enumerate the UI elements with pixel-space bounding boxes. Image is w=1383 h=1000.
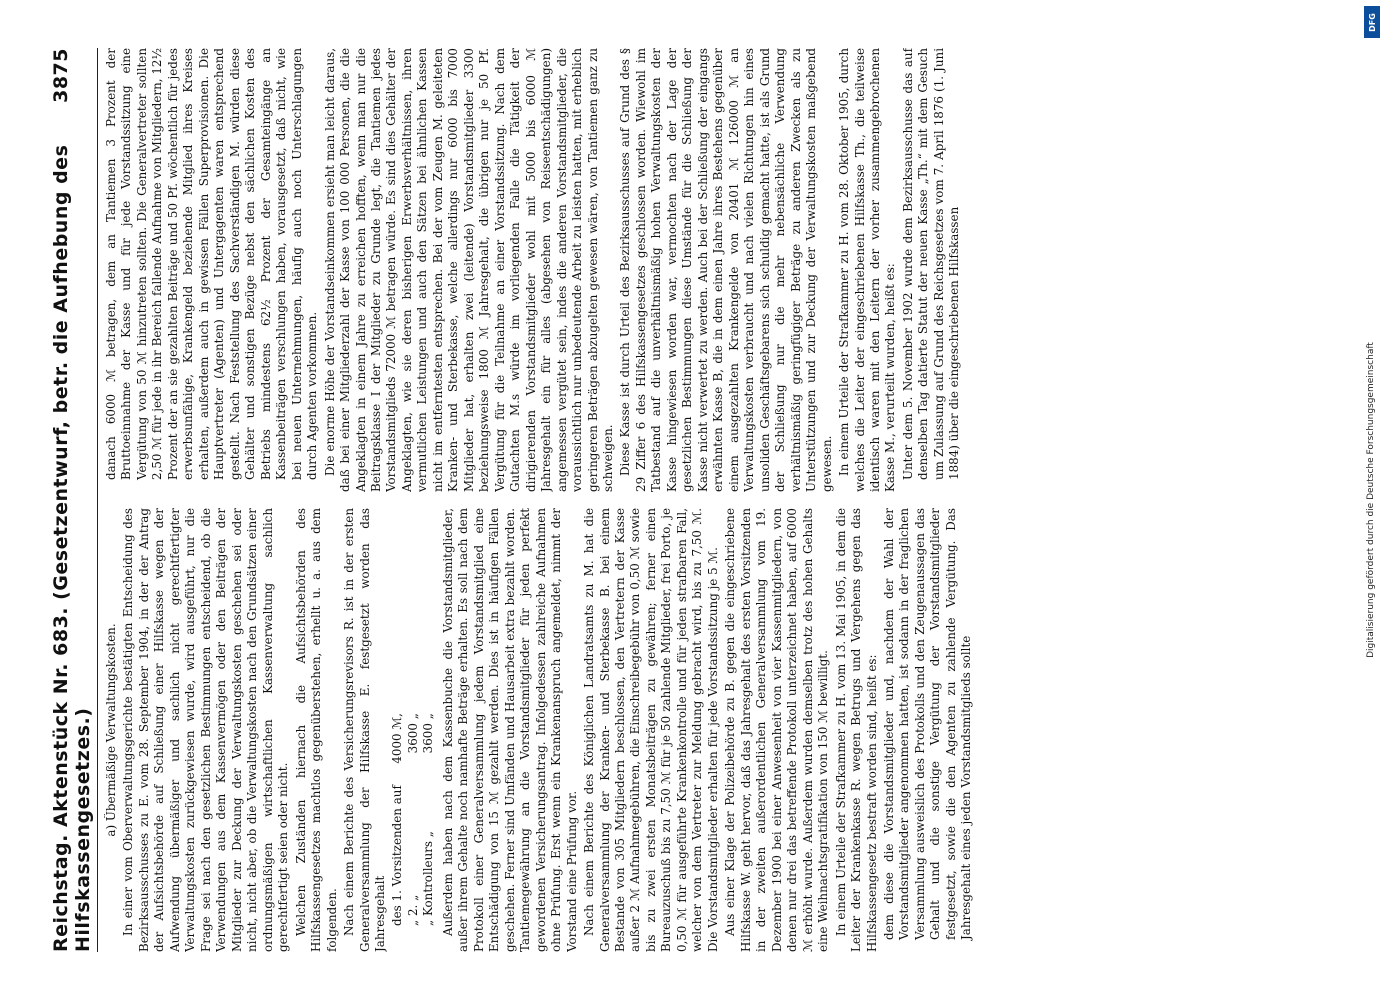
- running-title: Reichstag. Aktenstück Nr. 683. (Gesetzentwurf, betr. die Aufhebung des Hilfskassengesetzes.): [50, 144, 94, 952]
- paragraph: Aus einer Klage der Polizeibehörde zu B. gegen die eingeschriebene Hilfskasse W. geht hervor, daß das Jahresgehalt des ersten Vorsitzenden in der zweiten außerordentlichen Generalversammlung vom 19. Dezember 1900 bei einer Anwesenheit von vier Kassenmitgliedern, von denen nur drei das betreffende Protokoll unterzeichnet haben, auf 6000 ℳ erhöht wurde. Außerdem wurden demselben trotz des hohen Gehalts eine Weihnachtsgratifikation von 150 ℳ bewilligt.: [723, 508, 831, 952]
- quotation: Unter dem 5. November 1902 wurde dem Bezirksausschusse das auf denselben Tag datierte Statut der neuen Kasse „Th.“ mit dem Gesuch um Zulassung auf Grund des Reichsgesetzes vom 7. April 1876 (1. Juni 1884) über die eingeschriebenen Hilfskassen: [900, 48, 962, 480]
- page-header: [50, 48, 98, 952]
- section-heading: a) Übermäßige Verwaltungskosten.: [104, 623, 118, 837]
- page-number: 3875: [50, 48, 72, 103]
- paragraph: In einem Urteile der Strafkammer zu H. vom 13. Mai 1905, in dem die Leiter der Krankenkasse R. wegen Betrugs und Vergehens gegen das Hilfskassengesetz bestraft worden sind, heißt es:: [833, 508, 879, 952]
- salary-label: des 1. Vorsitzenden auf: [390, 785, 405, 926]
- salary-row: [421, 707, 436, 932]
- paragraph: Welchen Zuständen hiernach die Aufsichtsbehörden des Hilfskassengesetzes machtlos gegenüberstehen, erhellt u. a. aus dem folgenden.: [293, 508, 339, 952]
- text-columns: [104, 48, 1319, 952]
- salary-value: 3600 „: [421, 713, 436, 754]
- right-column: [104, 48, 1319, 492]
- salary-value: 4000 ℳ,: [390, 713, 405, 764]
- paragraph: Nach einem Berichte des Versicherungsrevisors R. ist in der ersten Generalversammlung der Hilfskasse E. festgesetzt worden das Jahresgehalt: [342, 508, 387, 952]
- quotation: dem diese die Vorstandsmitglieder und, nachdem der Wahl der Vorstandsmitglieder angenommen hatten, ist sodann in der fraglichen Versammlung ausweislich des Protokolls und den Zeugenaussagen das Gehalt und die sonstige Vergütung der Vorstandsmitglieder festgesetzt, sowie die den Agenten zu zahlende Vergütung. Das Jahresgehalt eines jeden Vorstandsmitglieds sollte: [881, 508, 974, 940]
- salary-row: [406, 707, 421, 932]
- salary-value: 3600 „: [405, 713, 420, 754]
- paragraph: In einer vom Oberverwaltungsgerichte bestätigten Entscheidung des Bezirksausschusses zu E. vom 28. September 1904, in der der Antrag der Aufsichtsbehörde auf Schließung einer Hilfskasse wegen der Aufwendung übermäßiger und sachlich nicht gerechtfertigter Verwaltungskosten zurückgewiesen wurde, wird ausgeführt, nur die Frage sei nach den gesetzlichen Bestimmungen entscheidend, ob die Verwendungen aus dem Kassenvermögen oder den Beiträgen der Mitglieder zur Deckung der Verwaltungskosten geschehen sei oder nicht, nicht aber, ob die Verwaltungskosten nach den Grundsätzen einer ordnungsmäßigen wirtschaftlichen Kassenverwaltung sachlich gerechtfertigt seien oder nicht.: [121, 508, 291, 952]
- salary-label: „ 2. „: [405, 894, 420, 926]
- quotation: danach 6000 ℳ betragen, dem an Tantiemen 3 Prozent der Bruttoeinnahme der Kasse und für jede Vorstandssitzung eine Vergütung von 50 ℳ hinzutreten sollten. Die Generalvertreter sollten 2,50 ℳ für jede in ihr Bereich fallende Aufnahme von Mitgliedern, 12½ Prozent der an sie gezahlten Beiträge und 50 Pf. wöchentlich für jedes erwerbsunfähige, Krankengeld beziehende Mitglied ihres Kreises erhalten, außerdem auch in gewissen Fällen Superprovisionen. Die Hauptvertreter (Agenten) und Untergagenten waren entsprechend gestellt. Nach Feststellung des Sachverständigen M. würden diese Gehälter und sonstigen Bezüge nebst den sächlichen Kosten des Betriebs mindestens 62½ Prozent der Gesamteingänge an Kassenbeiträgen verschlungen haben, vorausgesetzt, daß nicht, wie bei neuen Unternehmungen, häufig auch noch Unterschlagungen durch Agenten vorkommen.: [104, 48, 320, 480]
- paragraph: Nach einem Berichte des Königlichen Landratsamts zu M. hat die Generalversammlung der Kranken- und Sterbekasse B. bei einem Bestande von 305 Mitgliedern beschlossen, den Vertretern der Kasse außer 2 ℳ Aufnahmegebühren, die Einschreibegebühr von 0,50 ℳ sowie bis zu zwei ersten Monatsbeiträgen zu gewähren; ferner einen Bureauzuschuß bis zu 7,50 ℳ für je 50 zahlende Mitglieder, frei Porto, je 0,50 ℳ für ausgeführte Krankenkontrolle und für jeden strafbaren Fall, welcher von dem Vertreter zur Meldung gebracht wird, bis zu 7,50 ℳ. Die Vorstandsmitglieder erhalten für jede Vorstandssitzung je 5 ℳ.: [582, 508, 720, 952]
- left-column: [104, 508, 1319, 952]
- salary-label: „ Kontrolleurs „: [421, 831, 436, 926]
- document-page: [40, 30, 1340, 970]
- paragraph: Die enorme Höhe der Vorstandseinkommen ersieht man leicht daraus, daß bei einer Mitgliederzahl der Kasse von 100 000 Personen, die die Angeklagten in einem Jahre zu erreichen hofften, wenn man nur die Beitragsklasse I der Mitglieder zu Grunde legt, die Tantiemen jedes Vorstandsmitglieds 72000 ℳ betragen würde. Es sind dies Gehälter der Angeklagten, wie sie deren bisherigen Erwerbsverhältnissen, ihren vermutlichen Leistungen und auch den Sätzen bei ähnlichen Kassen nicht im entferntesten entsprechen. Bei der vom Zeugen M. geleiteten Kranken- und Sterbekasse, welche allerdings nur 6000 bis 7000 Mitglieder hat, erhalten zwei (leitende) Vorstandsmitglieder 3300 beziehungsweise 1800 ℳ Jahresgehalt, die übrigen nur je 50 Pf. Vergütung für die Teilnahme an einer Vorstandssitzung. Nach dem Gutachten M.s würde im vorliegenden Falle die Tätigkeit der dirigierenden Vorstandsmitglieder wohl mit 5000 bis 6000 ℳ Jahresgehalt ein für alles (abgesehen von Reiseentschädigungen) angemessen vergütet sein, indes die anderen Vorstandsmitglieder, die voraussichtlich nur unbedeutende Arbeit zu leisten hatten, mit erheblich geringeren Beträgen abzugelten gewesen wären, von Tantiemen ganz zu schweigen.: [322, 48, 615, 492]
- digitization-note: Digitalisierung gefördert durch die Deutsche Forschungsgemeinschaft: [1366, 342, 1377, 658]
- paragraph: Außerdem haben nach dem Kassenbuche die Vorstandsmitglieder, außer ihrem Gehalte noch namhafte Beträge erhalten. Es soll nach dem Protokoll einer Generalversammlung jedem Vorstandsmitglied eine Entschädigung von 15 ℳ gezahlt werden. Dies ist in häufigen Fällen geschehen. Ferner sind Umfänden und Hausarbeit extra bezahlt worden. Tantiemegewährung an die Vorstandsmitglieder für jeden perfekt gewordenen Versicherungsantrag. Infolgedessen zahlreiche Aufnahmen ohne Prüfung. Erst wenn ein Krankenanspruch angemeldet, nimmt der Vorstand eine Prüfung vor.: [440, 508, 579, 952]
- salary-table: [390, 707, 436, 932]
- salary-row: [390, 707, 405, 932]
- paragraph: In einem Urteile der Strafkammer zu H. vom 28. Oktober 1905, durch welches die Leiter der eingeschriebenen Hilfskasse Th., die teilweise identisch waren mit den Leitern der vorher zusammengebrochenen Kasse M., verurteilt wurden, heißt es:: [837, 48, 898, 492]
- paragraph: Diese Kasse ist durch Urteil des Bezirksausschusses auf Grund des § 29 Ziffer 6 des Hilfskassengesetzes geschlossen worden. Wiewohl im Tatbestand auf die unverhältnismäßig hohen Verwaltungskosten der Kasse hingewiesen worden war, vermochten nach der Lage der gesetzlichen Bestimmungen diese Umstände für die Schließung der Kasse nicht verwertet zu werden. Auch bei der Schließung der eingangs erwähnten Kasse B, die in dem einen Jahre ihres Bestehens gegenüber einem ausgezahlten Krankengelde von 20401 ℳ 126000 ℳ an Verwaltungskosten verbraucht und nach vielen Richtungen hin eines unsoliden Geschäftsgebarens sich schuldig gemacht hatte, ist als Grund der Schließung nur die mehr nebensächliche Verwendung verhältnismäßig geringfügiger Beträge zu anderen Zwecken als zu Unterstützungen und zur Deckung der Verwaltungskosten maßgebend gewesen.: [618, 48, 834, 492]
- dfg-logo: DFG: [1364, 6, 1380, 38]
